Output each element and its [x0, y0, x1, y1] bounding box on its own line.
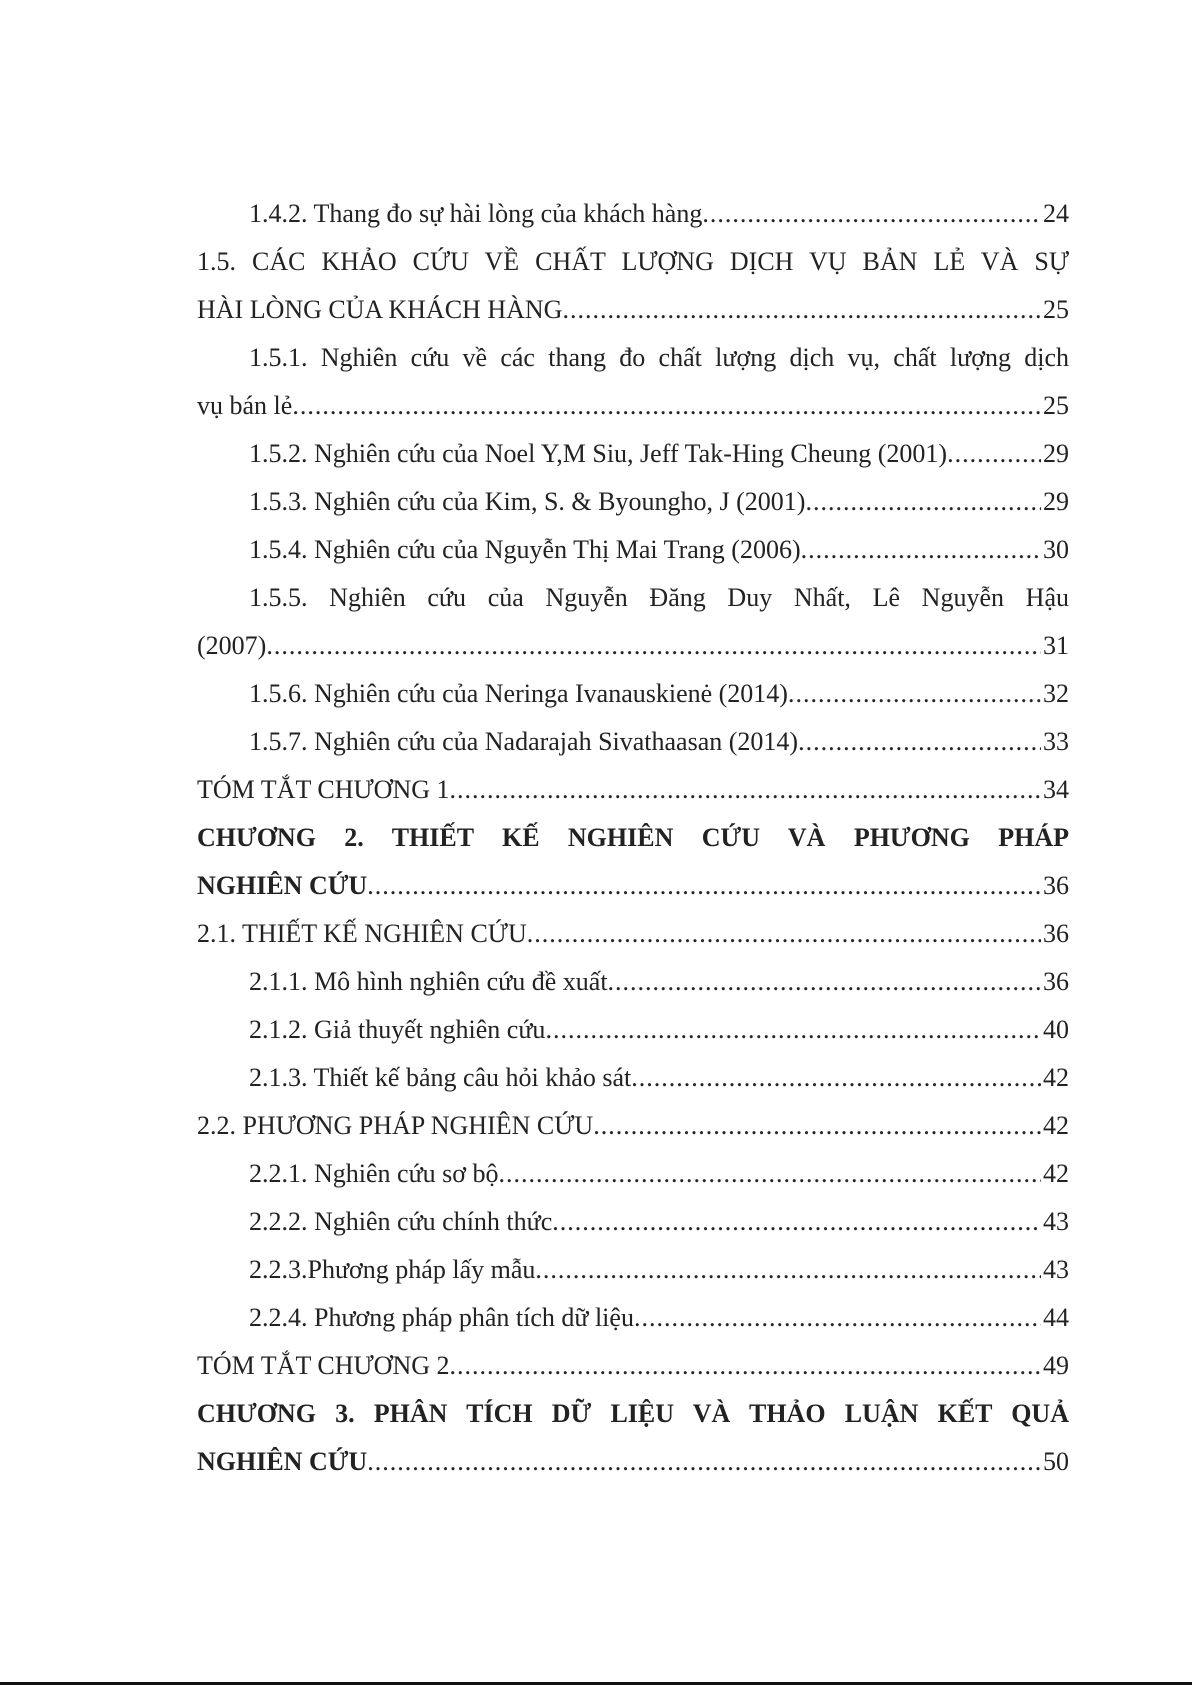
toc-chapter-title-line1[interactable]: CHƯƠNG 2. THIẾT KẾ NGHIÊN CỨU VÀ PHƯƠNG PHÁP	[197, 823, 1069, 852]
toc-page-number: 36	[1043, 919, 1069, 948]
toc-entry-title: 1.5.2. Nghiên cứu của Noel Y,M Siu, Jeff Tak-Hing Cheung (2001)	[249, 439, 948, 468]
toc-entry-title-line1[interactable]: 1.5.1. Nghiên cứu về các thang đo chất lượng dịch vụ, chất lượng dịch	[249, 343, 1069, 372]
toc-entry[interactable]	[197, 286, 1069, 334]
toc-leader-dots	[527, 910, 1041, 958]
toc-entry-title: 2.2. PHƯƠNG PHÁP NGHIÊN CỨU	[197, 1111, 594, 1140]
toc-page-number: 44	[1043, 1303, 1069, 1332]
toc-page-number: 40	[1043, 1015, 1069, 1044]
toc-page-number: 25	[1043, 295, 1069, 324]
toc-entry-title: 2.2.2. Nghiên cứu chính thức	[249, 1207, 553, 1236]
toc-entry[interactable]	[197, 718, 1069, 766]
toc-leader-dots	[499, 1150, 1041, 1198]
toc-entry[interactable]	[197, 478, 1069, 526]
toc-leader-dots	[545, 1006, 1041, 1054]
toc-entry-title: 2.1. THIẾT KẾ NGHIÊN CỨU	[197, 919, 527, 948]
toc-page-number: 36	[1043, 967, 1069, 996]
toc-page-number: 31	[1043, 631, 1069, 660]
toc-page-number: 33	[1043, 727, 1069, 756]
toc-page-number: 24	[1043, 199, 1069, 228]
toc-entry[interactable]	[197, 430, 1069, 478]
toc-leader-dots	[562, 286, 1041, 334]
toc-entry[interactable]	[197, 622, 1069, 670]
toc-chapter-title-line2: NGHIÊN CỨU	[197, 871, 368, 900]
toc-page-number: 43	[1043, 1255, 1069, 1284]
toc-entry-title: 1.5.6. Nghiên cứu của Neringa Ivanauskienė (2014)	[249, 679, 788, 708]
toc-leader-dots	[631, 1054, 1041, 1102]
toc-entry[interactable]	[197, 1054, 1069, 1102]
toc-entry-title: TÓM TẮT CHƯƠNG 2	[197, 1351, 450, 1380]
toc-leader-dots	[292, 382, 1041, 430]
toc-entry-title: 1.5.4. Nghiên cứu của Nguyễn Thị Mai Trang (2006)	[249, 535, 801, 564]
table-of-contents	[197, 190, 1069, 1486]
toc-page-number: 42	[1043, 1063, 1069, 1092]
toc-page-number: 29	[1043, 439, 1069, 468]
toc-entry[interactable]	[197, 910, 1069, 958]
toc-entry[interactable]	[197, 190, 1069, 238]
toc-page-number: 34	[1043, 775, 1069, 804]
toc-page-number: 42	[1043, 1111, 1069, 1140]
toc-leader-dots	[535, 1246, 1041, 1294]
toc-entry[interactable]	[197, 1198, 1069, 1246]
toc-entry[interactable]	[197, 958, 1069, 1006]
toc-entry[interactable]	[197, 382, 1069, 430]
toc-entry[interactable]	[197, 862, 1069, 910]
toc-leader-dots	[798, 718, 1041, 766]
toc-page-number: 43	[1043, 1207, 1069, 1236]
toc-entry[interactable]	[197, 526, 1069, 574]
toc-leader-dots	[634, 1294, 1041, 1342]
toc-page-number: 32	[1043, 679, 1069, 708]
toc-entry-title-line2: (2007)	[197, 631, 267, 660]
toc-leader-dots	[593, 1102, 1041, 1150]
toc-entry-title: TÓM TẮT CHƯƠNG 1	[197, 775, 450, 804]
toc-leader-dots	[608, 958, 1041, 1006]
toc-entry-title-line2: vụ bán lẻ	[197, 391, 293, 420]
toc-entry[interactable]	[197, 1150, 1069, 1198]
toc-leader-dots	[367, 862, 1041, 910]
toc-leader-dots	[947, 430, 1041, 478]
toc-entry-title: 2.1.3. Thiết kế bảng câu hỏi khảo sát	[249, 1063, 632, 1092]
toc-leader-dots	[450, 766, 1042, 814]
toc-entry[interactable]	[197, 1006, 1069, 1054]
toc-page-number: 29	[1043, 487, 1069, 516]
toc-leader-dots	[552, 1198, 1041, 1246]
toc-entry-title: 2.1.2. Giả thuyết nghiên cứu	[249, 1015, 546, 1044]
toc-leader-dots	[801, 526, 1041, 574]
toc-entry-title-line2: HÀI LÒNG CỦA KHÁCH HÀNG	[197, 295, 563, 324]
toc-entry[interactable]	[197, 670, 1069, 718]
toc-entry-title: 2.2.1. Nghiên cứu sơ bộ	[249, 1159, 499, 1188]
toc-entry-title: 1.5.3. Nghiên cứu của Kim, S. & Byoungho, J (2001)	[249, 487, 806, 516]
toc-leader-dots	[788, 670, 1041, 718]
toc-entry-title-line1[interactable]: 1.5. CÁC KHẢO CỨU VỀ CHẤT LƯỢNG DỊCH VỤ BẢN LẺ VÀ SỰ	[197, 247, 1069, 276]
toc-chapter-title-line2: NGHIÊN CỨU	[197, 1447, 368, 1476]
toc-leader-dots	[805, 478, 1041, 526]
toc-entry-title: 1.4.2. Thang đo sự hài lòng của khách hàng	[249, 199, 703, 228]
toc-entry-title-line1[interactable]: 1.5.5. Nghiên cứu của Nguyễn Đăng Duy Nhất, Lê Nguyễn Hậu	[249, 583, 1069, 612]
toc-entry-title: 1.5.7. Nghiên cứu của Nadarajah Sivathaasan (2014)	[249, 727, 799, 756]
toc-entry[interactable]	[197, 1438, 1069, 1486]
toc-page-number: 25	[1043, 391, 1069, 420]
toc-chapter-title-line1[interactable]: CHƯƠNG 3. PHÂN TÍCH DỮ LIỆU VÀ THẢO LUẬN KẾT QUẢ	[197, 1399, 1069, 1428]
toc-entry-title: 2.2.3.Phương pháp lấy mẫu	[249, 1255, 536, 1284]
toc-leader-dots	[702, 190, 1041, 238]
toc-page-number: 36	[1043, 871, 1069, 900]
toc-leader-dots	[367, 1438, 1041, 1486]
toc-entry[interactable]	[197, 1102, 1069, 1150]
toc-entry-title: 2.1.1. Mô hình nghiên cứu đề xuất	[249, 967, 608, 996]
toc-page-number: 49	[1043, 1351, 1069, 1380]
toc-page-number: 50	[1043, 1447, 1069, 1476]
toc-entry[interactable]	[197, 1342, 1069, 1390]
toc-entry[interactable]	[197, 766, 1069, 814]
toc-leader-dots	[450, 1342, 1042, 1390]
toc-page-number: 42	[1043, 1159, 1069, 1188]
toc-entry[interactable]	[197, 1246, 1069, 1294]
toc-leader-dots	[266, 622, 1041, 670]
toc-entry[interactable]	[197, 1294, 1069, 1342]
toc-entry-title: 2.2.4. Phương pháp phân tích dữ liệu	[249, 1303, 634, 1332]
toc-page-number: 30	[1043, 535, 1069, 564]
